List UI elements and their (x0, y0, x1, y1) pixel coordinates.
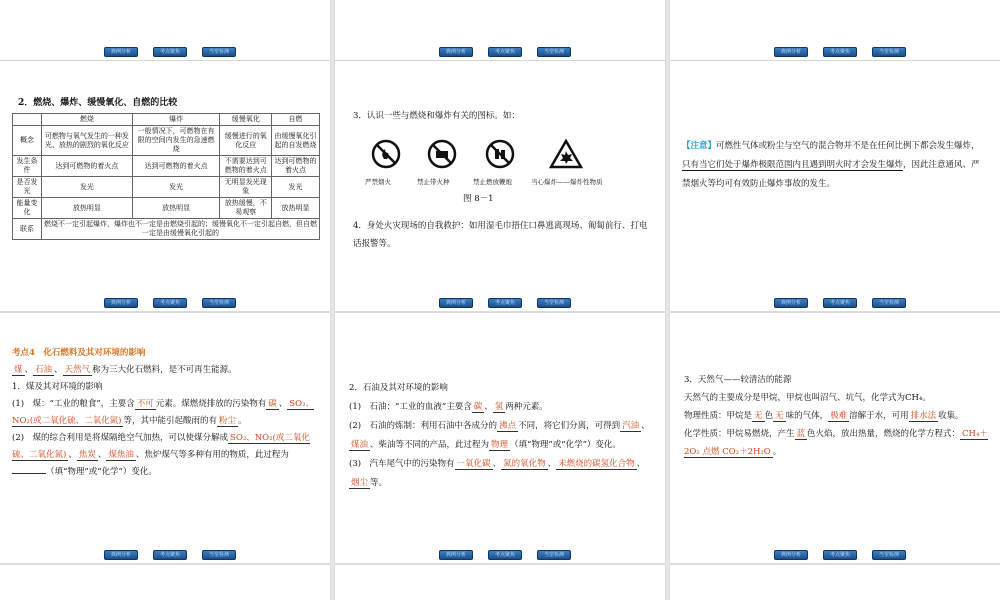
answer-blank: 焦炭 (78, 450, 96, 460)
nav-button-1[interactable]: 典例分析 (104, 550, 138, 560)
text: 色火焰，放出热量，燃烧的化学方程式： (807, 429, 961, 439)
nav-button-1[interactable]: 典例分析 (439, 550, 473, 560)
nav-button-2[interactable]: 考点聚焦 (488, 550, 522, 560)
nav-button-3[interactable]: 当堂检测 (537, 298, 571, 308)
text: 元素。煤燃烧排放的污染物有 (155, 399, 267, 409)
text: 溶解于水，可用 (849, 411, 909, 421)
nav-button-3[interactable]: 当堂检测 (872, 298, 906, 308)
text: 收集。 (938, 411, 964, 421)
table-cell: 一般情况下，可燃物在有限的空间内发生的急速燃烧 (132, 126, 220, 156)
answer-blank: 氢 (494, 402, 504, 412)
slide-natural-gas (670, 313, 1000, 563)
table-header-cell: 自燃 (272, 114, 320, 126)
slide-top-left (0, 0, 330, 60)
icon-row (365, 139, 635, 189)
answer-blank: 无 (754, 411, 763, 421)
text: (1) 石油：“工业的血液”主要含 (349, 402, 472, 412)
table-cell: 放热明显 (42, 198, 133, 219)
coal-paragraph-1: (1) 煤：“工业的粮食”，主要含 不可 元素。煤燃烧排放的污染物有 碳 、 SO₂、NO₂(或二氧化硫、二氧化氮) 等，其中能引起酸雨的有 粉尘 。 (12, 399, 314, 426)
table-header-cell: 爆炸 (132, 114, 220, 126)
section-heading: 考点4 化石燃料及其对环境的影响 (12, 348, 146, 358)
table-cell: 达到可燃物的着火点 (42, 156, 133, 177)
table-row (13, 198, 320, 219)
nav-button-3[interactable]: 当堂检测 (202, 550, 236, 560)
nav-button-3[interactable]: 当堂检测 (872, 550, 906, 560)
nav-button-3[interactable]: 当堂检测 (872, 47, 906, 57)
nav-button-1[interactable]: 典例分析 (774, 298, 808, 308)
table-cell: 达到可燃物的着火点 (272, 156, 320, 177)
table-cell: 由缓慢氧化引起的自发燃烧 (272, 126, 320, 156)
slide-nav-bar (0, 298, 330, 307)
slide-petroleum (335, 313, 665, 563)
figure-caption: 图 8－1 (463, 194, 494, 204)
slide-title: 2．燃烧、爆炸、缓慢氧化、自燃的比较 (18, 98, 178, 108)
text: (2) 石油的炼制：利用石油中各成分的 (349, 421, 498, 431)
paragraph-3: 3．认识一些与燃烧和爆炸有关的图标。如： (353, 111, 520, 121)
subheading: 1．煤及其对环境的影响 (12, 382, 103, 392)
explosion-warning-icon (549, 139, 579, 169)
text: 、焦炉煤气等多种有用的物质，此过程为 (135, 450, 289, 460)
table-row (13, 126, 320, 156)
nav-button-1[interactable]: 典例分析 (774, 47, 808, 57)
answer-blank: 氮的氧化物 (503, 459, 546, 469)
nav-button-1[interactable]: 典例分析 (104, 47, 138, 57)
slide-nav-bar (670, 47, 1000, 56)
nav-button-1[interactable]: 典例分析 (439, 298, 473, 308)
text: （填“物理”或“化学”）变化。 (46, 467, 157, 477)
slide-nav-bar (0, 47, 330, 56)
nav-button-2[interactable]: 考点聚焦 (823, 298, 857, 308)
table-cell: 放热明显 (132, 198, 220, 219)
answer-blank: 沸点 (499, 421, 517, 431)
answer-blank: 物理 (491, 440, 509, 450)
coal-paragraph-2: (2) 煤的综合利用是将煤隔绝空气加热，可以使煤分解成 SO₂、NO₂(或二氧化硫、二氧化氮) 、 焦炭 、 煤焦油 、焦炉煤气等多种有用的物质，此过程为（填“物理”或“化学”）变化。 (12, 433, 310, 477)
slide-fossil-fuels (0, 313, 330, 563)
fuels-line: 煤 、 石油 、 天然气 称为三大化石燃料，是不可再生能源。 (14, 365, 237, 375)
answer-blank: 一氧化碳 (456, 459, 491, 469)
answer-blank: 碳 (473, 402, 483, 412)
answer-blank: 粉尘 (218, 416, 236, 426)
nav-button-2[interactable]: 考点聚焦 (153, 47, 187, 57)
slide-nav-bar (670, 550, 1000, 559)
nav-button-2[interactable]: 考点聚焦 (488, 298, 522, 308)
table-row (13, 219, 320, 240)
note-paragraph (682, 137, 988, 194)
nav-button-2[interactable]: 考点聚焦 (823, 47, 857, 57)
slide-bottom-left (0, 565, 330, 600)
answer-blank: 石油 (35, 365, 53, 375)
slide-top-middle (335, 0, 665, 60)
answer-blank: SO₂、NO₂(或二氧化硫、二氧化氮) (12, 433, 310, 460)
answer-blank: 未燃烧的碳氢化合物 (558, 459, 635, 469)
nav-button-2[interactable]: 考点聚焦 (153, 298, 187, 308)
answer-blank: 汽油 (622, 421, 640, 431)
nav-button-1[interactable]: 典例分析 (774, 550, 808, 560)
icon-label: 当心爆炸——爆炸性物质 (531, 178, 603, 186)
table-row (13, 156, 320, 177)
answer-blank: 煤焦油 (108, 450, 134, 460)
slide-nav-bar (335, 550, 665, 559)
answer-blank-empty (12, 473, 46, 474)
answer-blank: 蓝 (796, 429, 806, 439)
note-tag: 【注意】 (682, 141, 717, 151)
note-text-1: 可燃性气体或粉尘与空气的混合物并不是在任何比例下都会发生爆炸， (716, 141, 980, 151)
table-cell: 放热缓慢，不易观察 (220, 198, 272, 219)
text: 味的气体， (785, 411, 829, 421)
table-cell: 能量变化 (13, 198, 42, 219)
table-cell: 缓慢进行的氧化反应 (220, 126, 272, 156)
table-cell: 联系 (13, 219, 42, 240)
table-cell: 概念 (13, 126, 42, 156)
gas-paragraph-3: 化学性质：甲烷易燃烧，产生 蓝 色火焰，放出热量，燃烧的化学方程式： CH₄＋2O₂ 点燃 CO₂＋2H₂O 。 (684, 429, 988, 457)
text: 等。 (370, 478, 388, 488)
table-cell: 不需要达到可燃物的着火点 (220, 156, 272, 177)
slide-safety-icons (335, 61, 665, 311)
text: （填“物理”或“化学”）变化。 (510, 440, 621, 450)
slide-combustion-comparison (0, 61, 330, 311)
table-cell: 放热明显 (272, 198, 320, 219)
subheading: 2．石油及其对环境的影响 (349, 383, 448, 393)
slide-top-right (670, 0, 1000, 60)
text: (1) 煤：“工业的粮食”，主要含 (12, 399, 135, 409)
equation-blank: CH₄＋2O₂ 点燃 CO₂＋2H₂O (684, 429, 988, 457)
petroleum-paragraph-2: (2) 石油的炼制：利用石油中各成分的 沸点 不同，将它们分离，可得到 汽油 、煤油 、柴油等不同的产品，此过程为 物理 （填“物理”或“化学”）变化。 (349, 421, 650, 450)
gas-paragraph-1: 天然气的主要成分是甲烷，甲烷也叫沼气、坑气，化学式为CH₄。 (684, 393, 931, 403)
comparison-table (12, 113, 320, 240)
icon-label: 禁止燃放鞭炮 (473, 178, 512, 186)
fuels-block (12, 345, 322, 481)
slide-nav-bar (0, 550, 330, 559)
slide-nav-bar (670, 298, 1000, 307)
text: 物理性质：甲烷是 (684, 411, 753, 421)
slide-bottom-middle (335, 565, 665, 600)
slide-nav-bar (335, 298, 665, 307)
slide-note (670, 61, 1000, 311)
answer-blank: 无 (775, 411, 784, 421)
subheading: 3．天然气——较清洁的能源 (684, 375, 792, 385)
nav-button-3[interactable]: 当堂检测 (202, 47, 236, 57)
text: 两种元素。 (505, 402, 548, 412)
table-cell: 发生条件 (13, 156, 42, 177)
icon-label: 严禁烟火 (365, 178, 391, 186)
answer-blank: 烟尘 (351, 478, 369, 488)
answer-blank: 煤油 (351, 440, 369, 450)
answer-blank: 天然气 (64, 365, 91, 375)
table-row (13, 177, 320, 198)
table-header-row (13, 114, 320, 126)
answer-blank: 不可 (136, 399, 154, 409)
text: 不同，将它们分离，可得到 (518, 421, 621, 431)
text: 、柴油等不同的产品，此过程为 (370, 440, 490, 450)
text: (2) 煤的综合利用是将煤隔绝空气加热，可以使煤分解成 (12, 433, 229, 443)
gas-block (684, 371, 990, 461)
icon-label: 禁止带火种 (417, 178, 450, 186)
text: (3) 汽车尾气中的污染物有 (349, 459, 455, 469)
gas-paragraph-2 (684, 407, 990, 425)
petroleum-paragraph-1: (1) 石油：“工业的血液”主要含 碳 、 氢 两种元素。 (349, 402, 548, 412)
answer-blank: 排水法 (910, 411, 937, 421)
text: 化学性质：甲烷易燃烧，产生 (684, 429, 795, 439)
table-cell: 无明显发光现象 (220, 177, 272, 198)
note-text-2: ，因此注意通风、严禁烟火等均可有效防止爆炸事故的发生。 (682, 160, 980, 189)
table-cell: 达到可燃物的着火点 (132, 156, 220, 177)
table-cell: 发光 (272, 177, 320, 198)
note-underlined: 只有当它们处于爆炸极限范围内且遇到明火时才会发生爆炸 (682, 160, 904, 170)
nav-button-2[interactable]: 考点聚焦 (488, 47, 522, 57)
answer-blank: 碳 (268, 399, 277, 409)
paragraph-4: 4．身处火灾现场的自我救护：如用湿毛巾捂住口鼻逃离现场、匍匐前行、打电话报警等。 (353, 221, 648, 249)
table-cell: 发光 (42, 177, 133, 198)
petroleum-block (349, 379, 655, 493)
table-cell: 可燃物与氧气发生的一种发光、放热的剧烈的氧化反应 (42, 126, 133, 156)
table-cell: 是否发光 (13, 177, 42, 198)
table-header-cell: 缓慢氧化 (220, 114, 272, 126)
nav-button-3[interactable]: 当堂检测 (202, 298, 236, 308)
answer-blank: 煤 (14, 365, 23, 375)
slide-bottom-right (670, 565, 1000, 600)
slide-nav-bar (335, 47, 665, 56)
nav-button-2[interactable]: 考点聚焦 (153, 550, 187, 560)
answer-blank: SO₂、NO₂(或二氧化硫、二氧化氮) (12, 399, 314, 426)
petroleum-paragraph-3: (3) 汽车尾气中的污染物有 一氧化碳 、 氮的氧化物 、 未燃烧的碳氢化合物 、烟尘 等。 (349, 459, 646, 488)
answer-blank: 极难 (830, 411, 848, 421)
nav-button-3[interactable]: 当堂检测 (537, 47, 571, 57)
nav-button-1[interactable]: 典例分析 (439, 47, 473, 57)
text: 等，其中能引起酸雨的有 (123, 416, 217, 426)
nav-button-3[interactable]: 当堂检测 (537, 550, 571, 560)
fuels-tail: 称为三大化石燃料，是不可再生能源。 (92, 365, 237, 375)
table-header-cell: 燃烧 (42, 114, 133, 126)
table-cell: 燃烧不一定引起爆炸，爆炸也不一定是由燃烧引起的；缓慢氧化不一定引起自燃，但自燃一定是由缓慢氧化引起的 (42, 219, 320, 240)
text: 色 (764, 411, 774, 421)
nav-button-1[interactable]: 典例分析 (104, 298, 138, 308)
table-header-cell (13, 114, 42, 126)
no-fire-icon (371, 139, 401, 169)
nav-button-2[interactable]: 考点聚焦 (823, 550, 857, 560)
no-matches-icon (427, 139, 457, 169)
no-firecrackers-icon (485, 139, 515, 169)
table-cell: 发光 (132, 177, 220, 198)
